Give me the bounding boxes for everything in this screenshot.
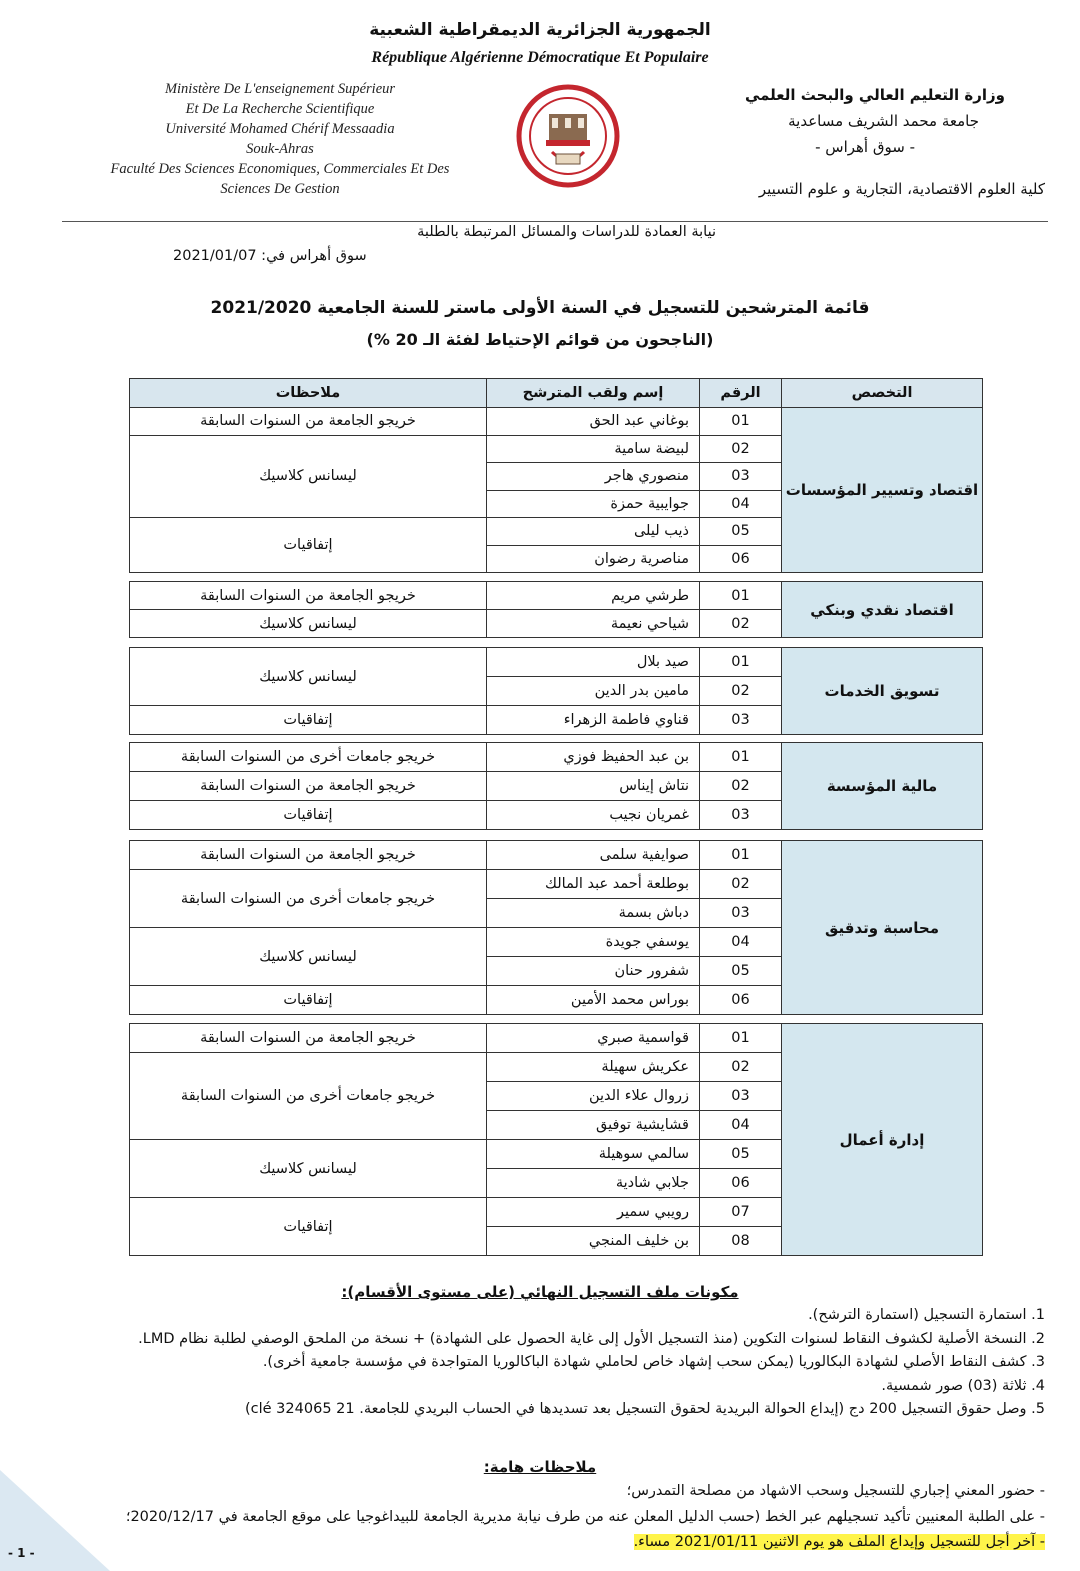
note-cell: خريجو جامعات أخرى من السنوات السابقة (130, 743, 487, 772)
candidate-number-cell: 05 (700, 518, 782, 546)
fr-line: Sciences De Gestion (220, 181, 340, 197)
note-cell: إتفاقيات (130, 801, 487, 830)
note-cell: خريجو الجامعة من السنوات السابقة (130, 1024, 487, 1053)
components-item: 2. النسخة الأصلية لكشوف النقاط لسنوات التكوين (منذ التسجيل الأول إلى غاية الحصول على الشهادة) + نسخة من الملحق الوصفي لطلبة نظام LMD. (138, 1330, 1045, 1347)
candidate-name-cell: عكريش سهيلة (487, 1053, 700, 1082)
header-arabic-institution (645, 82, 1045, 202)
components-item: 3. كشف النقاط الأصلي لشهادة البكالوريا (يمكن سحب إشهاد خاص لحاملي شهادة الباكالوريا المتواجدة في مؤسسة جامعية أخرى). (262, 1354, 1045, 1370)
university-logo (516, 84, 620, 188)
notes-title (0, 1458, 1080, 1476)
candidate-number-cell: 03 (700, 801, 782, 830)
note-cell: ليسانس كلاسيك (130, 610, 487, 638)
candidate-number-cell: 05 (700, 1140, 782, 1169)
header-divider (62, 221, 1048, 222)
candidate-name-cell: قواسمية صبري (487, 1024, 700, 1053)
candidate-number-cell: 02 (700, 610, 782, 638)
components-item: 4. ثلاثة (03) صور شمسية. (881, 1377, 1045, 1394)
header-arabic-republic: الجمهورية الجزائرية الديمقراطية الشعبية (369, 20, 711, 40)
candidate-name-cell: بوراس محمد الأمين (487, 986, 700, 1015)
ar-line: كلية العلوم الاقتصادية، التجارية و علوم التسيير (758, 180, 1045, 198)
candidate-number-cell: 06 (700, 986, 782, 1015)
candidate-number-cell: 03 (700, 1082, 782, 1111)
candidate-name-cell: طرشي مريم (487, 582, 700, 610)
candidate-number-cell: 04 (700, 928, 782, 957)
note-cell: إتفاقيات (130, 986, 487, 1015)
specialty-cell: اقتصاد نقدي وبنكي (782, 582, 983, 638)
candidate-number-cell: 02 (700, 1053, 782, 1082)
candidate-name-cell: دباش بسمة (487, 899, 700, 928)
table-row (130, 1024, 983, 1053)
note-cell: ليسانس كلاسيك (130, 1140, 487, 1198)
page-number: - 1 - (8, 1546, 35, 1560)
candidate-name-cell: غمريان نجيب (487, 801, 700, 830)
note-cell: خريجو جامعات أخرى من السنوات السابقة (130, 1053, 487, 1140)
candidate-number-cell: 01 (700, 743, 782, 772)
note-cell: خريجو جامعات أخرى من السنوات السابقة (130, 870, 487, 928)
candidate-name-cell: رويبي سمير (487, 1198, 700, 1227)
candidate-number-cell: 03 (700, 463, 782, 491)
notes-item: - على الطلبة المعنيين تأكيد تسجيلهم عبر الخط (حسب الدليل المعلن عنه من طرف نيابة مديرية الجامعة للبيداغوجيا على موقع الجامعة في 2020/12/17؛ (125, 1508, 1045, 1525)
components-list (35, 1304, 1045, 1422)
header-french-institution (60, 79, 500, 199)
candidate-number-cell: 03 (700, 899, 782, 928)
ar-line: وزارة التعليم العالي والبحث العلمي (744, 86, 1005, 104)
candidate-name-cell: جلابي شادية (487, 1169, 700, 1198)
note-cell: ليسانس كلاسيك (130, 648, 487, 706)
candidate-name-cell: قناوي فاطمة الزهراء (487, 706, 700, 735)
specialty-cell: مالية المؤسسة (782, 743, 983, 830)
candidate-number-cell: 06 (700, 545, 782, 573)
candidate-name-cell: زروال علاء الدين (487, 1082, 700, 1111)
candidate-number-cell: 01 (700, 841, 782, 870)
deadline-highlight: - آخر أجل للتسجيل وإيداع الملف هو يوم الاثنين 2021/01/11 مساء. (633, 1534, 1045, 1550)
candidate-name-cell: مامين بدر الدين (487, 677, 700, 706)
fr-line: Faculté Des Sciences Economiques, Commerciales Et Des (110, 161, 450, 177)
candidate-number-cell: 01 (700, 648, 782, 677)
note-cell: خريجو الجامعة من السنوات السابقة (130, 841, 487, 870)
table-header-row (130, 379, 983, 408)
candidate-name-cell: مناصرية رضوان (487, 545, 700, 573)
candidate-number-cell: 04 (700, 1111, 782, 1140)
candidate-name-cell: لبيضة سامية (487, 435, 700, 463)
department-label: نيابة العمادة للدراسات والمسائل المرتبطة بالطلبة (417, 224, 716, 240)
candidate-name-cell: يوسفي جويدة (487, 928, 700, 957)
table-row (130, 408, 983, 436)
table-row (130, 841, 983, 870)
candidate-name-cell: قشايشية توفيق (487, 1111, 700, 1140)
candidate-number-cell: 02 (700, 870, 782, 899)
specialty-cell: إدارة أعمال (782, 1024, 983, 1256)
document-title: قائمة المترشحين للتسجيل في السنة الأولى ماستر للسنة الجامعية 2021/2020 (210, 298, 870, 318)
components-item: 1. استمارة التسجيل (استمارة الترشح). (808, 1307, 1045, 1323)
ar-line: - سوق أهراس - (815, 138, 915, 156)
candidate-number-cell: 03 (700, 706, 782, 735)
specialty-table (129, 840, 983, 1015)
specialty-cell: محاسبة وتدقيق (782, 841, 983, 1015)
notes-item: - حضور المعني إجباري للتسجيل وسحب الاشهاد من مصلحة التمدرس؛ (626, 1483, 1045, 1499)
note-cell: إتفاقيات (130, 518, 487, 573)
candidate-name-cell: جوايبية حمزة (487, 490, 700, 518)
note-cell: إتفاقيات (130, 1198, 487, 1256)
notes-title-text: ملاحظات هامة: (483, 1458, 597, 1476)
components-item: 5. وصل حقوق التسجيل 200 دج (إيداع الحوالة البريدية لحقوق التسجيل بعد تسديدها في الحساب البريدي للجامعة. 21 clé 324065) (244, 1401, 1045, 1417)
candidate-name-cell: ذيب ليلى (487, 518, 700, 546)
candidate-name-cell: نتاش إيناس (487, 772, 700, 801)
candidate-number-cell: 07 (700, 1198, 782, 1227)
specialty-table (129, 1023, 983, 1256)
specialty-table (129, 581, 983, 638)
candidate-name-cell: شياحي نعيمة (487, 610, 700, 638)
table-row (130, 582, 983, 610)
candidate-name-cell: بن عبد الحفيظ فوزي (487, 743, 700, 772)
candidate-name-cell: بوطلعة أحمد عبد المالك (487, 870, 700, 899)
note-cell: خريجو الجامعة من السنوات السابقة (130, 408, 487, 436)
specialty-table (129, 647, 983, 735)
document-date: سوق أهراس في: 2021/01/07 (173, 248, 367, 264)
table-row (130, 648, 983, 677)
candidate-number-cell: 02 (700, 435, 782, 463)
note-cell: ليسانس كلاسيك (130, 928, 487, 986)
candidate-number-cell: 04 (700, 490, 782, 518)
candidate-number-cell: 01 (700, 582, 782, 610)
candidate-number-cell: 05 (700, 957, 782, 986)
specialty-table (129, 378, 983, 573)
specialty-cell: اقتصاد وتسيير المؤسسات (782, 408, 983, 573)
specialty-table (129, 742, 983, 830)
specialty-cell: تسويق الخدمات (782, 648, 983, 735)
notes-list (35, 1479, 1045, 1556)
fr-line: Université Mohamed Chérif Messaadia (165, 121, 395, 137)
note-cell: إتفاقيات (130, 706, 487, 735)
candidate-name-cell: صيد بلال (487, 648, 700, 677)
candidate-name-cell: صوايفية سلمى (487, 841, 700, 870)
fr-line: Ministère De L'enseignement Supérieur (164, 81, 396, 97)
header-notes: ملاحظات (130, 379, 487, 408)
candidate-number-cell: 02 (700, 772, 782, 801)
candidate-number-cell: 01 (700, 408, 782, 436)
candidate-name-cell: سالمي سوهيلة (487, 1140, 700, 1169)
note-cell: خريجو الجامعة من السنوات السابقة (130, 582, 487, 610)
candidate-name-cell: بوغاني عبد الحق (487, 408, 700, 436)
note-cell: ليسانس كلاسيك (130, 435, 487, 518)
table-row (130, 743, 983, 772)
header-name: إسم ولقب المترشح (487, 379, 700, 408)
document-subtitle: (الناجحون من قوائم الإحتياط لفئة الـ 20 %) (366, 330, 714, 349)
candidate-number-cell: 06 (700, 1169, 782, 1198)
header-number: الرقم (700, 379, 782, 408)
candidate-number-cell: 01 (700, 1024, 782, 1053)
components-title-text: مكونات ملف التسجيل النهائي (على مستوى الأقسام): (341, 1283, 739, 1301)
fr-line: Et De La Recherche Scientifique (185, 101, 375, 117)
candidate-name-cell: شفرور حنان (487, 957, 700, 986)
components-title (0, 1283, 1080, 1301)
candidate-number-cell: 02 (700, 677, 782, 706)
note-cell: خريجو الجامعة من السنوات السابقة (130, 772, 487, 801)
candidate-name-cell: بن خليف المنجي (487, 1227, 700, 1256)
header-french-republic: République Algérienne Démocratique Et Populaire (371, 49, 709, 66)
candidate-number-cell: 08 (700, 1227, 782, 1256)
candidate-name-cell: منصوري هاجر (487, 463, 700, 491)
notes-item (35, 1530, 1045, 1556)
ar-line: جامعة محمد الشريف مساعدية (788, 112, 979, 130)
header-specialty: التخصص (782, 379, 983, 408)
fr-line: Souk-Ahras (246, 141, 314, 157)
